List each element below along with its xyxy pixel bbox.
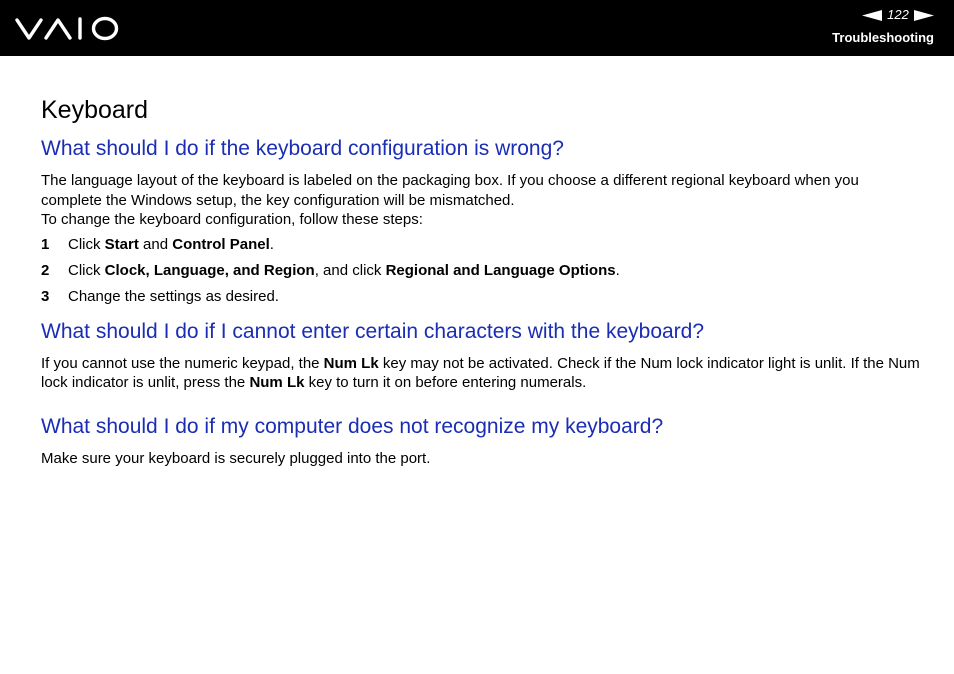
step-bold-text: Start [104,235,139,253]
paragraph: To change the keyboard configuration, follow these steps: [41,211,423,228]
paragraph: Make sure your keyboard is securely plugged into the port. [41,449,431,467]
paragraph: The language layout of the keyboard is labeled on the packaging box. If you choose a different regional keyboard when you complete the Windows setup, the key configuration will be mismatched. [41,172,859,209]
text: key to turn it on before entering numerals. [304,374,587,391]
page-content [41,96,921,468]
step-text: Change the settings as desired. [68,287,279,305]
list-item [41,287,921,306]
step-text: , and click [314,261,386,279]
step-text: . [615,261,620,279]
step-number: 1 [41,235,50,253]
steps-list [41,235,921,306]
step-bold-text: Regional and Language Options [385,261,616,279]
page-header [0,0,954,56]
step-text: . [269,235,274,253]
list-item [41,261,921,280]
list-item [41,235,921,254]
vaio-logo-icon [14,14,120,42]
question-heading-configuration: What should I do if the keyboard configuration is wrong? [41,137,564,160]
step-text: and [138,235,173,253]
question-heading-recognize: What should I do if my computer does not recognize my keyboard? [41,414,664,438]
text: key may not be activated. Check if the Num lock indicator light is unlit. If the Num lock indicator is unlit, press the [41,354,920,391]
next-page-icon[interactable] [914,10,934,21]
step-text: Click [68,261,105,279]
section-label: Troubleshooting [832,30,934,45]
previous-page-icon[interactable] [862,10,882,21]
key-name: Num Lk [249,374,305,391]
step-number: 3 [41,287,50,305]
question-heading-characters: What should I do if I cannot enter certain characters with the keyboard? [41,319,705,343]
key-name: Num Lk [323,354,379,372]
text: If you cannot use the numeric keypad, the [41,354,324,372]
step-number: 2 [41,261,50,279]
page-title: Keyboard [41,96,149,124]
step-bold-text: Control Panel [172,235,270,253]
paragraph [41,354,921,393]
step-bold-text: Clock, Language, and Region [104,261,315,279]
step-text: Click [68,235,105,253]
page-number: 122 [887,7,909,22]
